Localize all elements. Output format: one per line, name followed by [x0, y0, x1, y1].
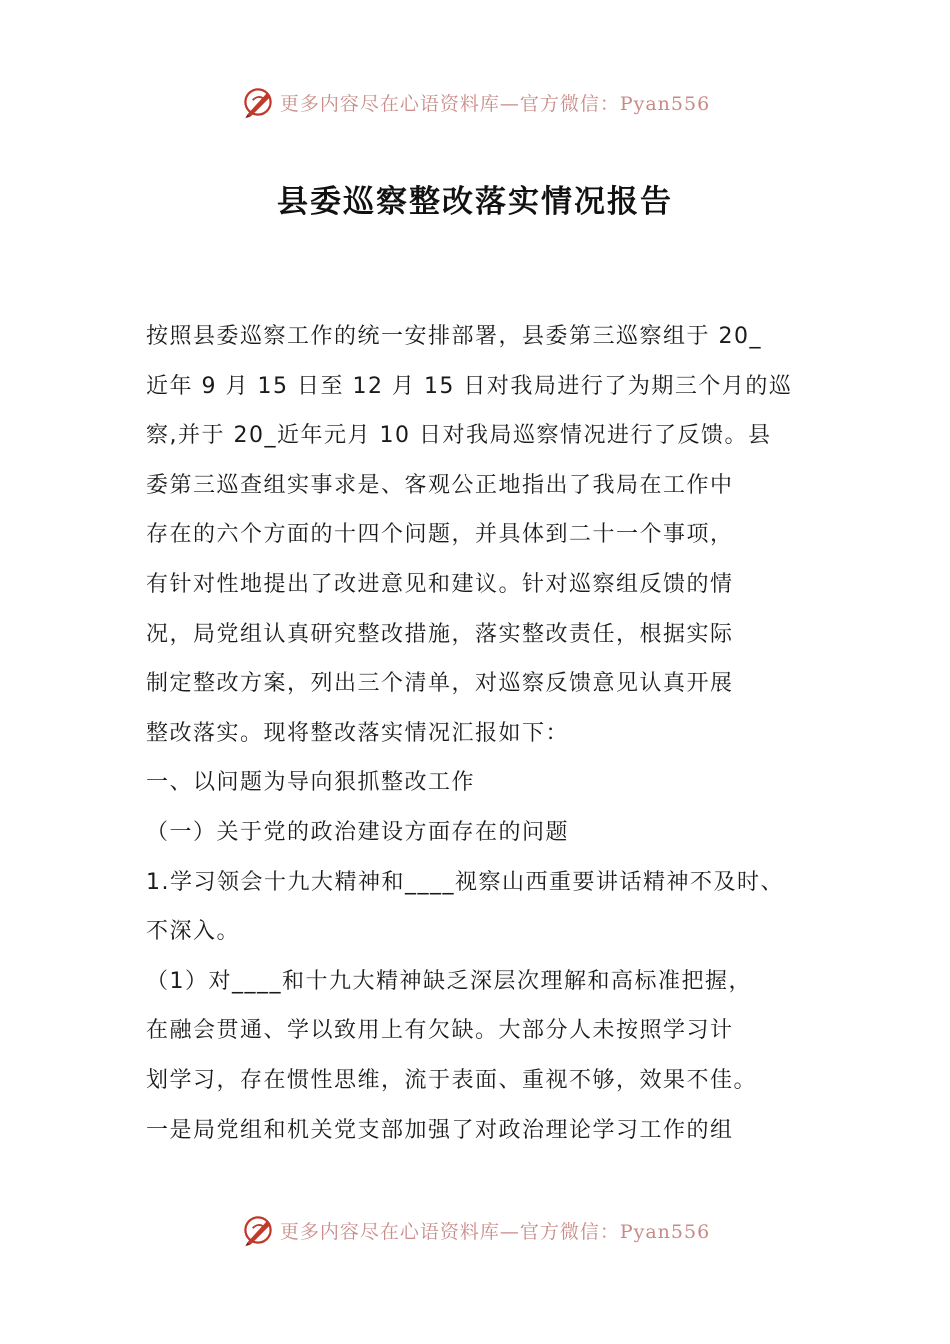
watermark-banner-bottom	[0, 1210, 950, 1250]
document-title: 县委巡察整改落实情况报告	[277, 184, 673, 220]
body-line: 在融会贯通、学以致用上有欠缺。大部分人未按照学习计	[146, 1018, 734, 1044]
body-line: 有针对性地提出了改进意见和建议。针对巡察组反馈的情	[146, 571, 734, 597]
body-line: 1.学习领会十九大精神和____视察山西重要讲话精神不及时、	[146, 869, 784, 895]
body-line: 不深入。	[146, 919, 241, 945]
document-body	[146, 312, 810, 1155]
body-line: 按照县委巡察工作的统一安排部署，县委第三巡察组于 20_	[146, 324, 762, 349]
watermark-banner-top	[0, 82, 950, 122]
body-line: 近年 9 月 15 日至 12 月 15 日对我局进行了为期三个月的巡	[146, 373, 793, 399]
body-line: 制定整改方案，列出三个清单，对巡察反馈意见认真开展	[146, 671, 734, 697]
body-line: 一是局党组和机关党支部加强了对政治理论学习工作的组	[146, 1117, 734, 1143]
watermark-text: 更多内容尽在心语资料库—官方微信：Pyan556	[279, 1220, 711, 1243]
body-line: 存在的六个方面的十四个问题，并具体到二十一个事项，	[146, 522, 734, 548]
pen-logo-icon	[240, 1212, 276, 1248]
subsection-heading: （一）关于党的政治建设方面存在的问题	[146, 819, 570, 845]
body-line: 划学习，存在惯性思维，流于表面、重视不够，效果不佳。	[146, 1067, 758, 1093]
section-heading: 一、以问题为导向狠抓整改工作	[146, 770, 476, 796]
body-line: 整改落实。现将整改落实情况汇报如下：	[146, 720, 570, 746]
body-line: 察,并于 20_近年元月 10 日对我局巡察情况进行了反馈。县	[146, 423, 772, 449]
watermark-text: 更多内容尽在心语资料库—官方微信：Pyan556	[279, 92, 711, 115]
pen-logo-icon	[240, 84, 276, 120]
body-line: （1）对____和十九大精神缺乏深层次理解和高标准把握，	[146, 968, 752, 994]
body-line: 况，局党组认真研究整改措施，落实整改责任，根据实际	[146, 621, 734, 647]
body-line: 委第三巡查组实事求是、客观公正地指出了我局在工作中	[146, 472, 734, 498]
